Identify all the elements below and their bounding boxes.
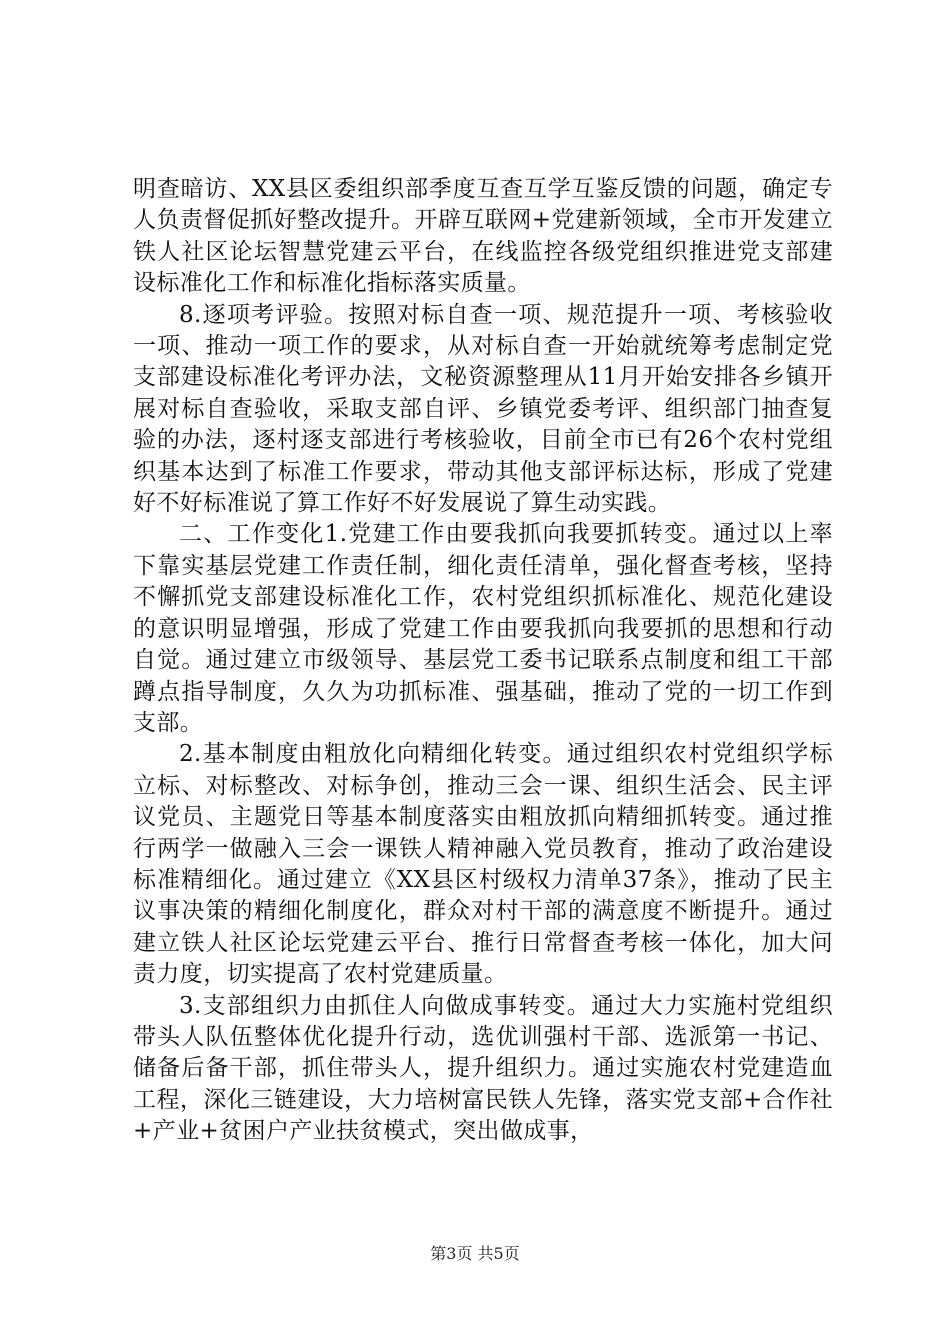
body-text: [133, 174, 833, 1148]
paragraph-3: 二、工作变化1.党建工作由要我抓向我要抓转变。通过以上率下靠实基层党建工作责任制，细化责任清单，强化督查考核，坚持不懈抓党支部建设标准化工作，农村党组织抓标准化、规范化建设的意识明显增强，形成了党建工作由要我抓向我要抓的思想和行动自觉。通过建立市级领导、基层党工委书记联系点制度和组工干部蹲点指导制度，久久为功抓标准、强基础，推动了党的一切工作到支部。: [133, 521, 833, 736]
paragraph-2: 8.逐项考评验。按照对标自查一项、规范提升一项、考核验收一项、推动一项工作的要求，从对标自查一开始就统筹考虑制定党支部建设标准化考评办法，文秘资源整理从11月开始安排各乡镇开展对标自查验收，采取支部自评、乡镇党委考评、组织部门抽查复验的办法，逐村逐支部进行考核验收，目前全市已有26个农村党组织基本达到了标准工作要求，带动其他支部评标达标，形成了党建好不好标准说了算工作好不好发展说了算生动实践。: [133, 301, 833, 517]
paragraph-4: 2.基本制度由粗放化向精细化转变。通过组织农村党组织学标立标、对标整改、对标争创，推动三会一课、组织生活会、民主评议党员、主题党日等基本制度落实由粗放抓向精细抓转变。通过推行两学一做融入三会一课铁人精神融入党员教育，推动了政治建设标准精细化。通过建立《XX县区村级权力清单37条》，推动了民主议事决策的精细化制度化，群众对村干部的满意度不断提升。通过建立铁人社区论坛党建云平台、推行日常督查考核一体化，加大问责力度，切实提高了农村党建质量。: [133, 741, 833, 988]
page-footer: 第3页 共5页: [430, 1244, 520, 1263]
paragraph-5: 3.支部组织力由抓住人向做成事转变。通过大力实施村党组织带头人队伍整体优化提升行动，选优训强村干部、选派第一书记、储备后备干部，抓住带头人，提升组织力。通过实施农村党建造血工程，深化三链建设，大力培树富民铁人先锋，落实党支部+合作社+产业+贫困户产业扶贫模式，突出做成事，: [133, 992, 833, 1145]
paragraph-1: 明查暗访、XX县区委组织部季度互查互学互鉴反馈的问题，确定专人负责督促抓好整改提升。开辟互联网+党建新领域，全市开发建立铁人社区论坛智慧党建云平台，在线监控各级党组织推进党支部建设标准化工作和标准化指标落实质量。: [133, 176, 833, 297]
